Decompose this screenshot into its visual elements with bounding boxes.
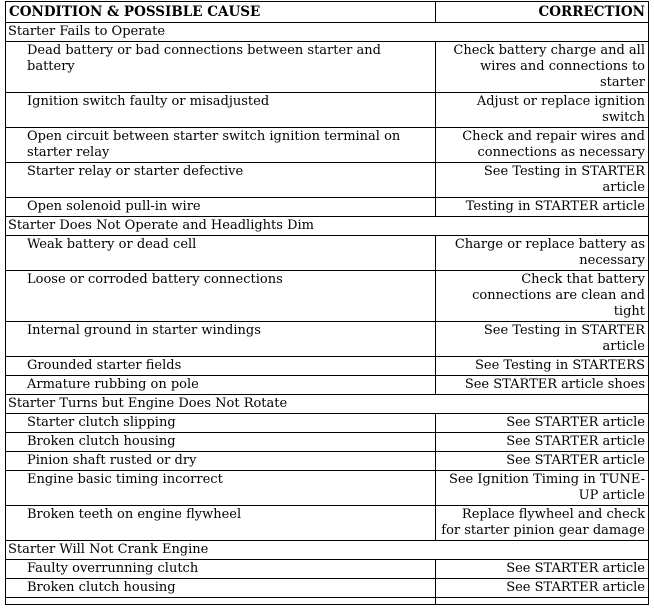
correction-cell: Check that battery connections are clean and tight	[436, 271, 649, 322]
table-row	[6, 433, 649, 452]
possible-cause-cell: Broken teeth on engine flywheel	[6, 506, 436, 541]
correction-cell: See STARTER article	[436, 433, 649, 452]
possible-cause-cell: Loose or corroded battery connections	[6, 271, 436, 322]
condition-column-header: CONDITION & POSSIBLE CAUSE	[6, 2, 436, 23]
correction-cell: See Testing in STARTERS	[436, 357, 649, 376]
possible-cause-cell: Starter clutch slipping	[6, 414, 436, 433]
table-row	[6, 128, 649, 163]
group-heading-row	[6, 23, 649, 42]
table-row	[6, 163, 649, 198]
group-heading: Starter Fails to Operate	[6, 23, 649, 42]
correction-cell: See STARTER article	[436, 560, 649, 579]
possible-cause-cell: Weak battery or dead cell	[6, 236, 436, 271]
correction-column-header: CORRECTION	[436, 2, 649, 23]
possible-cause-cell: Grounded starter fields	[6, 357, 436, 376]
correction-cell: Testing in STARTER article	[436, 198, 649, 217]
table-row	[6, 506, 649, 541]
table-row	[6, 414, 649, 433]
possible-cause-cell: Open solenoid pull-in wire	[6, 198, 436, 217]
table-row-cutoff	[6, 598, 649, 605]
table-row	[6, 452, 649, 471]
correction-cell: Replace flywheel and check for starter pinion gear damage	[436, 506, 649, 541]
possible-cause-cell: Armature rubbing on pole	[6, 376, 436, 395]
correction-cell: See STARTER article	[436, 452, 649, 471]
possible-cause-cell: Internal ground in starter windings	[6, 322, 436, 357]
possible-cause-cell: Ignition switch faulty or misadjusted	[6, 93, 436, 128]
table-row	[6, 560, 649, 579]
table-row	[6, 42, 649, 93]
table-row	[6, 376, 649, 395]
possible-cause-cell: Pinion shaft rusted or dry	[6, 452, 436, 471]
group-heading-row	[6, 217, 649, 236]
table-row	[6, 198, 649, 217]
correction-cell: See Testing in STARTER article	[436, 322, 649, 357]
empty-cell	[6, 598, 436, 605]
table-row	[6, 93, 649, 128]
group-heading-row	[6, 541, 649, 560]
possible-cause-cell: Broken clutch housing	[6, 579, 436, 598]
correction-cell: Check battery charge and all wires and connections to starter	[436, 42, 649, 93]
table-row	[6, 471, 649, 506]
possible-cause-cell: Open circuit between starter switch ignition terminal on starter relay	[6, 128, 436, 163]
group-heading: Starter Turns but Engine Does Not Rotate	[6, 395, 649, 414]
empty-cell	[436, 598, 649, 605]
correction-cell: See STARTER article	[436, 414, 649, 433]
group-heading: Starter Does Not Operate and Headlights Dim	[6, 217, 649, 236]
possible-cause-cell: Starter relay or starter defective	[6, 163, 436, 198]
possible-cause-cell: Broken clutch housing	[6, 433, 436, 452]
table-row	[6, 357, 649, 376]
correction-cell: Adjust or replace ignition switch	[436, 93, 649, 128]
table-body	[6, 23, 649, 605]
group-heading: Starter Will Not Crank Engine	[6, 541, 649, 560]
table-row	[6, 271, 649, 322]
table-row	[6, 236, 649, 271]
correction-cell: Charge or replace battery as necessary	[436, 236, 649, 271]
group-heading-row	[6, 395, 649, 414]
table-row	[6, 579, 649, 598]
correction-cell: Check and repair wires and connections as necessary	[436, 128, 649, 163]
possible-cause-cell: Engine basic timing incorrect	[6, 471, 436, 506]
correction-cell: See STARTER article	[436, 579, 649, 598]
possible-cause-cell: Faulty overrunning clutch	[6, 560, 436, 579]
correction-cell: See Ignition Timing in TUNE-UP article	[436, 471, 649, 506]
correction-cell: See Testing in STARTER article	[436, 163, 649, 198]
correction-cell: See STARTER article shoes	[436, 376, 649, 395]
header-row	[6, 2, 649, 23]
troubleshooting-table	[5, 1, 649, 605]
table-row	[6, 322, 649, 357]
possible-cause-cell: Dead battery or bad connections between starter and battery	[6, 42, 436, 93]
